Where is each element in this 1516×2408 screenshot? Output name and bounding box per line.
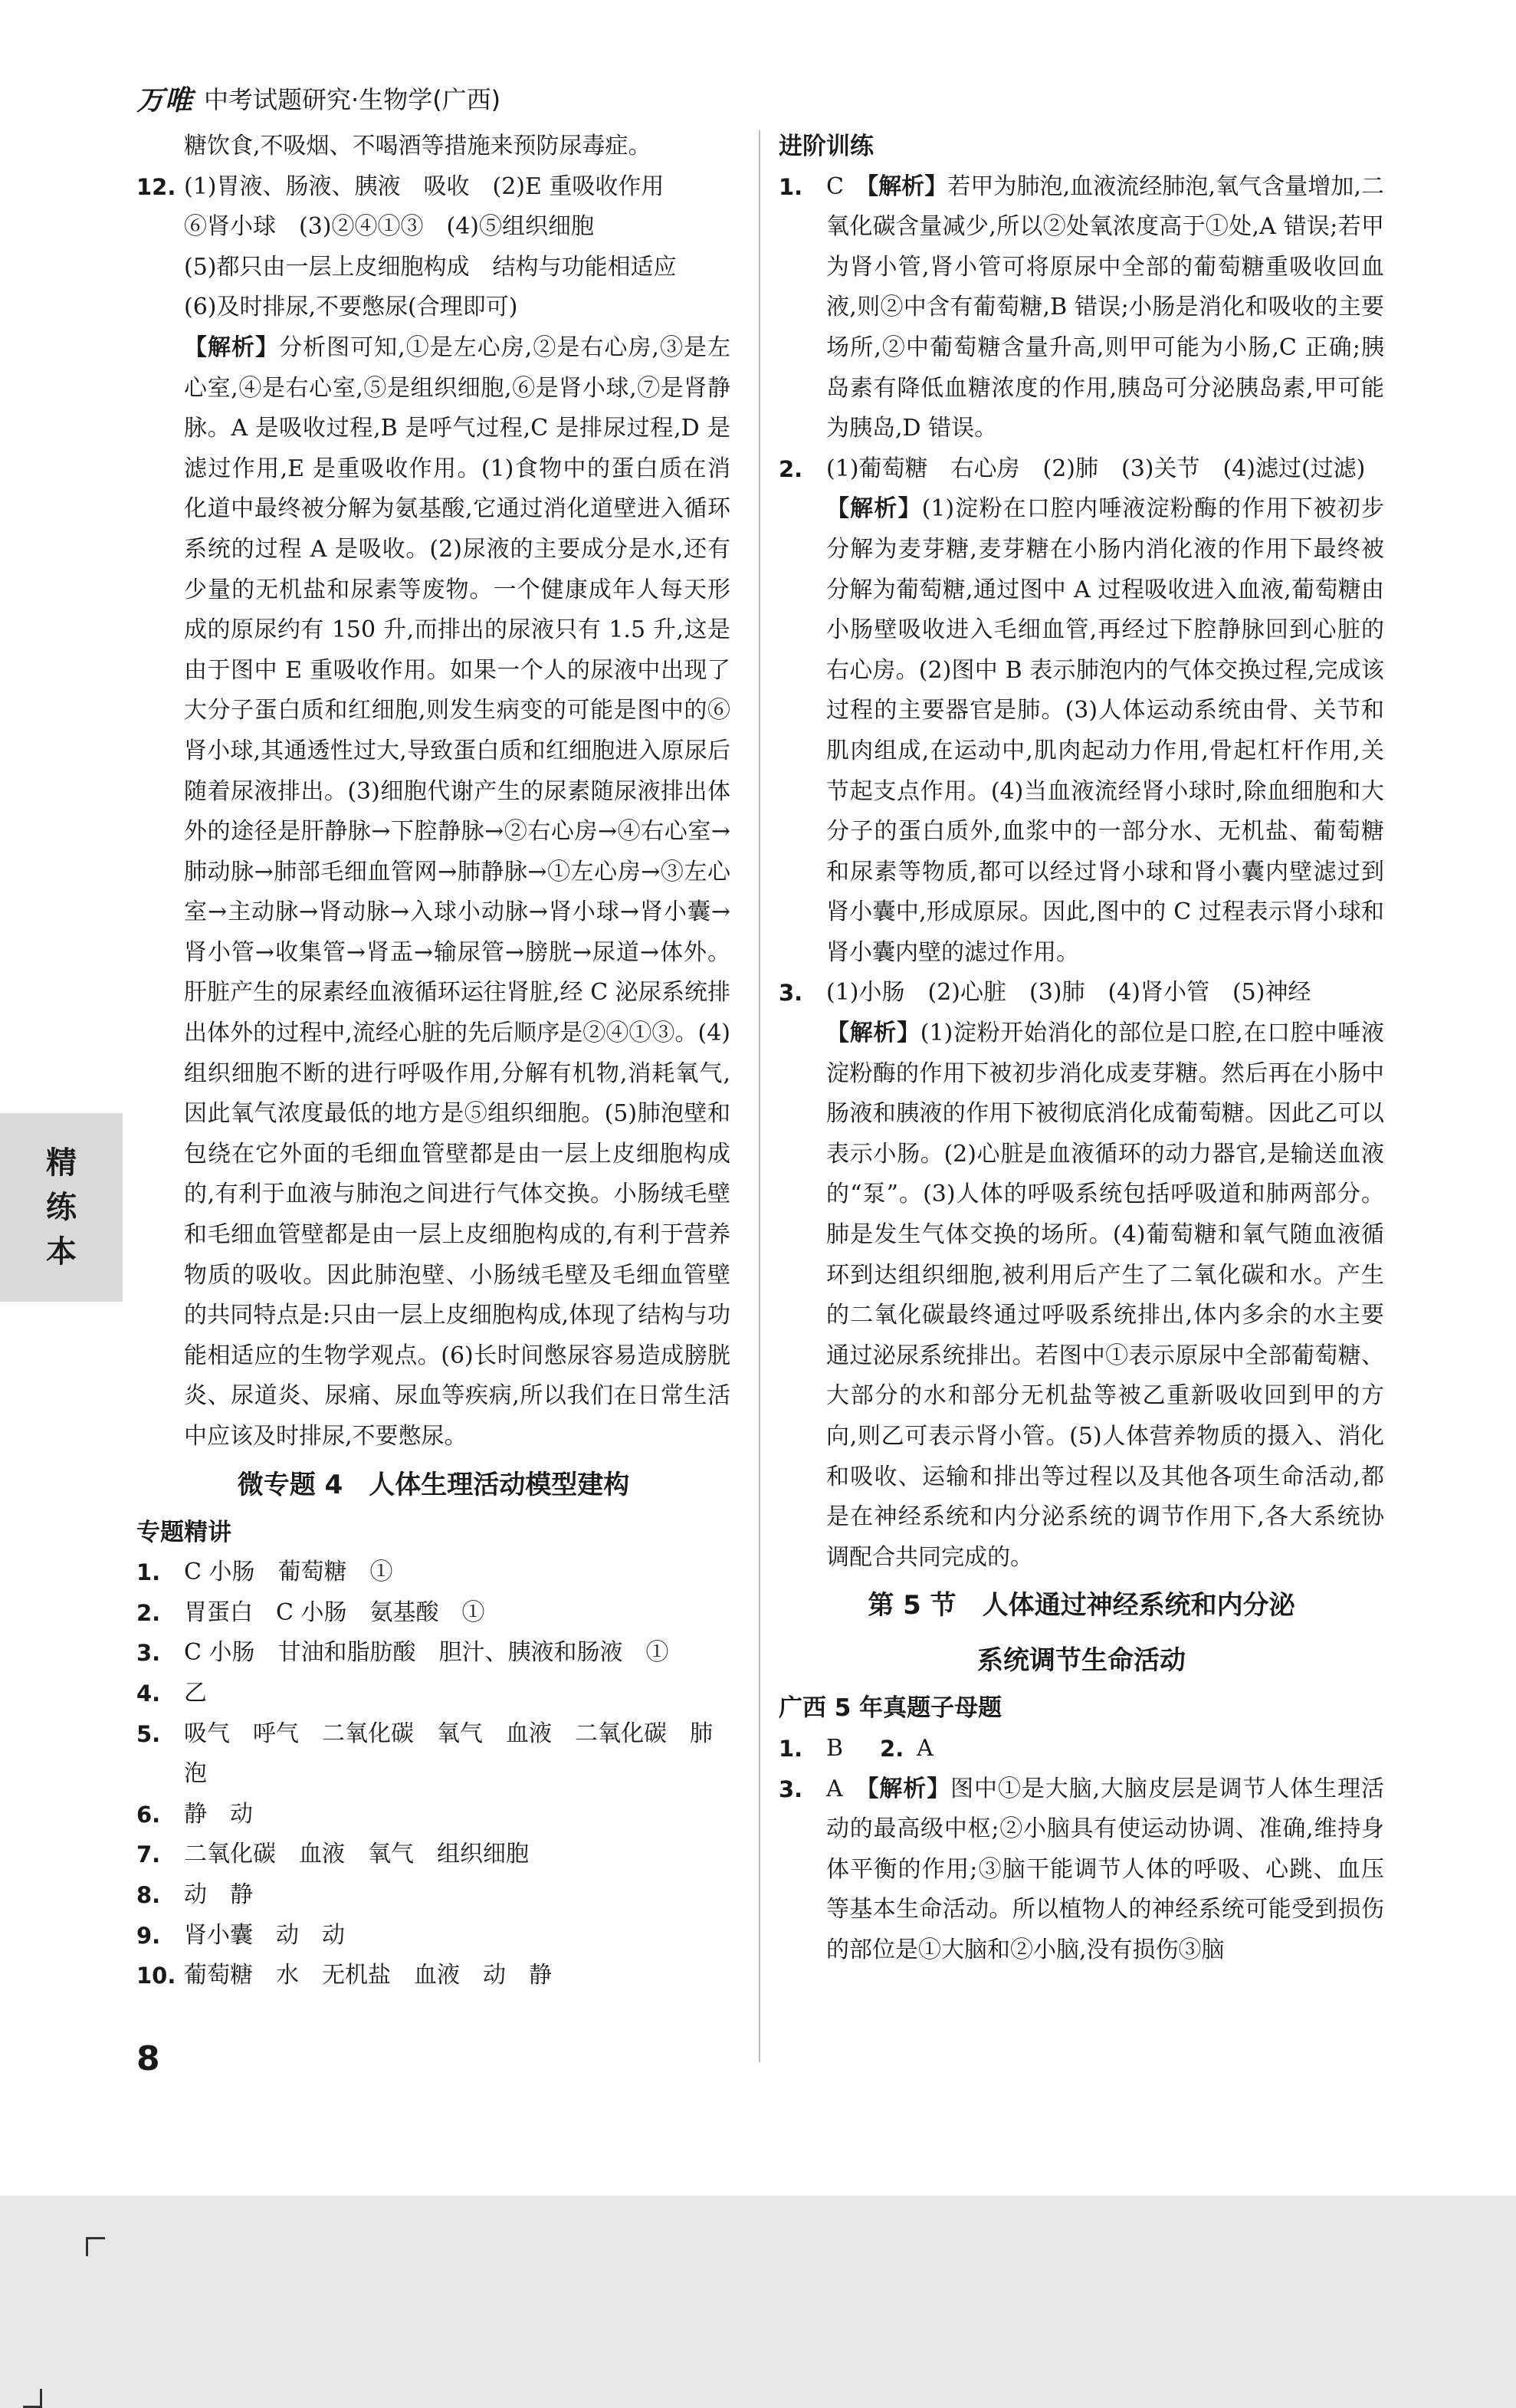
page-header [136, 75, 500, 121]
bracket-decoration [23, 2389, 42, 2408]
list-item [136, 1835, 730, 1875]
item-number: 8. [136, 1881, 161, 1908]
question-number: 2. [880, 1735, 904, 1762]
bracket-decoration [86, 2237, 105, 2256]
section-title-line: 第 5 节 人体通过神经系统和内分泌 [868, 1590, 1295, 1621]
question-12 [136, 167, 730, 1457]
question-number: 12. [136, 173, 176, 200]
list-item [136, 1593, 730, 1634]
answer-line: (6)及时排尿,不要憋尿(合理即可) [184, 294, 518, 321]
question-2 [779, 449, 1384, 974]
question-1-2 [779, 1729, 1384, 1769]
analysis-tag: 【解析】 [826, 1020, 920, 1047]
analysis-text: 图中①是大脑,大脑皮层是调节人体生理活动的最高级中枢;②小脑具有使运动协调、准确,维持身体平衡的作用;③脑干能调节人体的呼吸、心跳、血压等基本生命活动。所以植物人的神经系统可能受到损伤的部位是①大脑和②小脑,没有损伤③脑 [826, 1775, 1384, 1963]
answer: C [826, 172, 868, 200]
item-text: 二氧化碳 血液 氧气 组织细胞 [184, 1841, 529, 1868]
question-number: 1. [779, 173, 803, 200]
left-column [136, 126, 730, 1996]
question-number: 3. [779, 980, 803, 1007]
list-item [136, 1552, 730, 1593]
micro-topic-title: 微专题 4 人体生理活动模型建构 [237, 1469, 630, 1500]
question-3b [779, 1769, 1384, 1971]
analysis-text: 分析图可知,①是左心房,②是右心房,③是左心室,④是右心室,⑤是组织细胞,⑥是肾小球,⑦是肾静脉。A 是吸收过程,B 是呼气过程,C 是排尿过程,D 是滤过作用,E 是重吸收作用。(1)食物中的蛋白质在消化道中最终被分解为氨基酸,它通过消化道壁进入循环系统的过程 A 是吸收。(2)尿液的主要成分是水,还有少量的无机盐和尿素等废物。一个健康成年人每天形成的原尿约有 150 升,而排出的尿液只有 1.5 升,这是由于图中 E 重吸收作用。如果一个人的尿液中出现了大分子蛋白质和红细胞,则发生病变的可能是图中的⑥肾小球,其通透性过大,导致蛋白质和红细胞进入原尿后随着尿液排出。(3)细胞代谢产生的尿素随尿液排出体外的途径是肝静脉→下腔静脉→②右心房→④右心室→肺动脉→肺部毛细血管网→肺静脉→①左心房→③左心室→主动脉→肾动脉→入球小动脉→肾小球→肾小囊→肾小管→收集管→肾盂→输尿管→膀胱→尿道→体外。肝脏产生的尿素经血液循环运往肾脏,经 C 泌尿系统排出体外的过程中,流经心脏的先后顺序是②④①③。(4)组织细胞不断的进行呼吸作用,分解有机物,消耗氧气,因此氧气浓度最低的地方是⑤组织细胞。(5)肺泡壁和包绕在它外面的毛细血管壁都是由一层上皮细胞构成的,有利于血液与肺泡之间进行气体交换。小肠绒毛壁和毛细血管壁都是由一层上皮细胞构成的,有利于营养物质的吸收。因此肺泡壁、小肠绒毛壁及毛细血管壁的共同特点是:只由一层上皮细胞构成,体现了结构与功能相适应的生物学观点。(6)长时间憋尿容易造成膀胱炎、尿道炎、尿痛、尿血等疾病,所以我们在日常生活中应该及时排尿,不要憋尿。 [184, 333, 731, 1450]
item-text: C 小肠 葡萄糖 ① [184, 1559, 393, 1586]
item-number: 10. [136, 1963, 176, 1989]
list-item [136, 1875, 730, 1916]
item-number: 7. [136, 1841, 161, 1868]
analysis-tag: 【解析】 [826, 495, 922, 523]
analysis-tag: 【解析】 [867, 172, 948, 200]
answer-line: (5)都只由一层上皮细胞构成 结构与功能相适应 [184, 253, 677, 281]
item-number: 2. [136, 1599, 161, 1626]
section-title [779, 1578, 1384, 1688]
item-text: 吸气 呼气 二氧化碳 氧气 血液 二氧化碳 肺泡 [184, 1720, 713, 1788]
answer: (1)葡萄糖 右心房 (2)肺 (3)关节 (4)滤过(过滤) [826, 455, 1366, 482]
question-number: 2. [779, 455, 803, 482]
list-item [136, 1956, 730, 1996]
answer-line: (1)胃液、肠液、胰液 吸收 (2)E 重吸收作用 [184, 172, 664, 200]
analysis-text: 若甲为肺泡,血液流经肺泡,氧气含量增加,二氧化碳含量减少,所以②处氧浓度高于①处,A 错误;若甲为肾小管,肾小管可将原尿中全部的葡萄糖重吸收回血液,则②中含有葡萄糖,B 错误;小肠是消化和吸收的主要场所,②中葡萄糖含量升高,则甲可能为小肠,C 正确;胰岛素有降低血糖浓度的作用,胰岛可分泌胰岛素,甲可能为胰岛,D 错误。 [826, 172, 1384, 442]
list-item [136, 1916, 730, 1956]
side-tab [0, 1113, 123, 1302]
column-divider [759, 130, 760, 2062]
item-text: 肾小囊 动 动 [184, 1921, 345, 1949]
item-number: 5. [136, 1720, 161, 1747]
list-item [136, 1674, 730, 1714]
list-item [136, 1795, 730, 1835]
analysis-tag: 【解析】 [184, 333, 280, 361]
item-number: 4. [136, 1680, 161, 1707]
analysis [184, 328, 730, 1457]
item-number: 9. [136, 1922, 161, 1949]
question-3 [779, 973, 1384, 1578]
answer: A [826, 1775, 868, 1802]
analysis-text: (1)淀粉开始消化的部位是口腔,在口腔中唾液淀粉酶的作用下被初步消化成麦芽糖。然后再在小肠中肠液和胰液的作用下被彻底消化成葡萄糖。因此乙可以表示小肠。(2)心脏是血液循环的动力器官,是输送血液的“泵”。(3)人体的呼吸系统包括呼吸道和肺两部分。肺是发生气体交换的场所。(4)葡萄糖和氧气随血液循环到达组织细胞,被利用后产生了二氧化碳和水。产生的二氧化碳最终通过呼吸系统排出,体内多余的水主要通过泌尿系统排出。若图中①表示原尿中全部葡萄糖、大部分的水和部分无机盐等被乙重新吸收回到甲的方向,则乙可表示肾小管。(5)人体营养物质的摄入、消化和吸收、运输和排出等过程以及其他各项生命活动,都是在神经系统和内分泌系统的调节作用下,各大系统协调配合共同完成的。 [826, 1020, 1385, 1571]
item-text: 静 动 [184, 1800, 253, 1828]
section-title-line: 系统调节生命活动 [977, 1645, 1186, 1677]
answer: (1)小肠 (2)心脏 (3)肺 (4)肾小管 (5)神经 [826, 979, 1311, 1007]
item-text: 乙 [184, 1679, 207, 1707]
focus-heading: 专题精讲 [136, 1518, 231, 1546]
guangxi-heading: 广西 5 年真题子母题 [779, 1694, 1002, 1723]
right-column [779, 126, 1384, 1971]
list-item [136, 1714, 730, 1795]
advanced-heading: 进阶训练 [779, 133, 874, 160]
list-item [136, 1633, 730, 1674]
answer: B [826, 1734, 867, 1762]
item-number: 3. [136, 1640, 161, 1667]
question-number: 3. [779, 1776, 803, 1802]
item-text: 动 静 [184, 1881, 253, 1908]
analysis-tag: 【解析】 [867, 1775, 951, 1802]
question-1 [779, 167, 1384, 449]
brand-logo: 万唯 [136, 84, 194, 117]
paragraph: 糖饮食,不吸烟、不喝酒等措施来预防尿毒症。 [184, 133, 651, 159]
item-text: 葡萄糖 水 无机盐 血液 动 静 [184, 1962, 552, 1989]
answer-line: ⑥肾小球 (3)②④①③ (4)⑤组织细胞 [184, 213, 594, 241]
answer: A [917, 1734, 934, 1762]
item-text: 胃蛋白 C 小肠 氨基酸 ① [184, 1598, 485, 1626]
header-title: 中考试题研究·生物学(广西) [204, 85, 501, 114]
analysis-text: (1)淀粉在口腔内唾液淀粉酶的作用下被初步分解为麦芽糖,麦芽糖在小肠内消化液的作用下最终被分解为葡萄糖,通过图中 A 过程吸收进入血液,葡萄糖由小肠壁吸收进入毛细血管,再经过下腔静脉回到心脏的右心房。(2)图中 B 表示肺泡内的气体交换过程,完成该过程的主要器官是肺。(3)人体运动系统由骨、关节和肌肉组成,在运动中,肌肉起动力作用,骨起杠杆作用,关节起支点作用。(4)当血液流经肾小球时,除血细胞和大分子的蛋白质外,血浆中的一部分水、无机盐、葡萄糖和尿素等物质,都可以经过肾小球和肾小囊内壁滤过到肾小囊中,形成原尿。因此,图中的 C 过程表示肾小球和肾小囊内壁的滤过作用。 [826, 495, 1384, 966]
item-number: 1. [136, 1559, 161, 1586]
side-tab-label: 精练本 [46, 1145, 77, 1270]
page-number: 8 [136, 2039, 160, 2078]
question-number: 1. [779, 1735, 803, 1762]
item-number: 6. [136, 1801, 161, 1828]
item-text: C 小肠 甘油和脂肪酸 胆汁、胰液和肠液 ① [184, 1639, 669, 1667]
